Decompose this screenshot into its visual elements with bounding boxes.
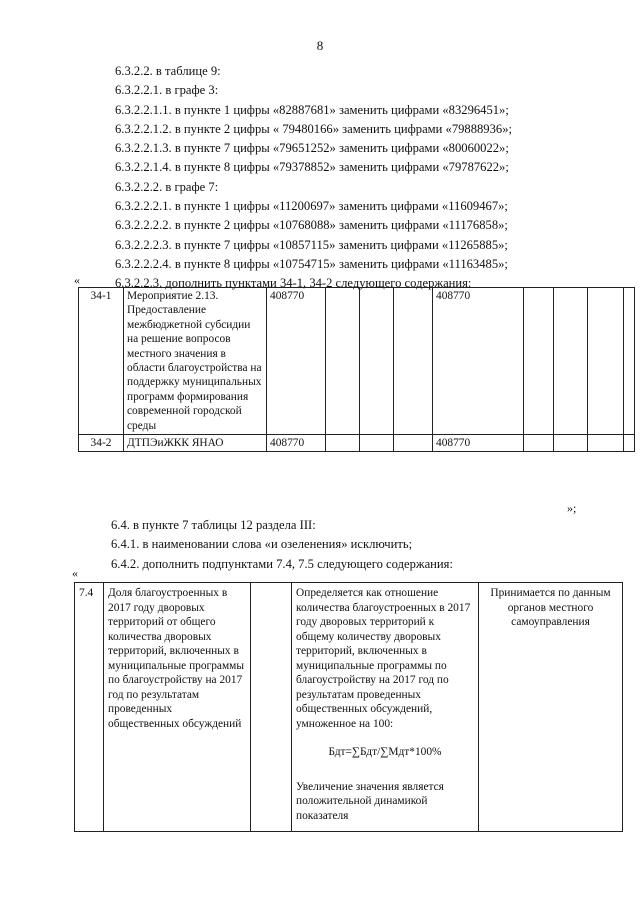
amendments-top — [115, 62, 512, 294]
indicator-name: Доля благоустроенных в 2017 году дворовых территорий от общего количества дворовых территорий, включенных в муниципальные программы по благоустройству на 2017 год по результатам проведенных общественных обсуждений — [104, 583, 251, 832]
amendments-mid — [111, 516, 453, 574]
table-12-addition — [74, 582, 623, 832]
row-number: 34-2 — [79, 435, 124, 452]
row-col3-value: 408770 — [267, 288, 326, 435]
row-name: Мероприятие 2.13. Предоставление межбюджетной субсидии на решение вопросов местного значения в области благоустройства на поддержку муниципальных программ формирования современной городской среды — [124, 288, 267, 435]
amendment-line: 6.4.2. дополнить подпунктами 7.4, 7.5 следующего содержания: — [111, 556, 453, 571]
data-source: Принимается по данным органов местного самоуправления — [479, 583, 623, 832]
amendment-line: 6.3.2.2.2.1. в пункте 1 цифры «11200697» заменить цифрами «11609467»; — [115, 199, 508, 214]
row-name: ДТПЭиЖКК ЯНАО — [124, 435, 267, 452]
amendment-line: 6.4.1. в наименовании слова «и озеленения» исключить; — [111, 537, 413, 552]
table-row — [75, 583, 623, 832]
amendment-line: 6.3.2.2.1. в графе 3: — [115, 83, 219, 98]
calculation-method — [292, 583, 479, 832]
amendment-line: 6.3.2.2.2.4. в пункте 8 цифры «10754715» заменить цифрами «11163485»; — [115, 256, 508, 271]
amendment-line: 6.3.2.2.2. в графе 7: — [115, 179, 219, 194]
table-row — [79, 435, 635, 452]
row-col7-value: 408770 — [433, 435, 524, 452]
amendment-line: 6.3.2.2. в таблице 9: — [115, 64, 221, 78]
open-quote-1: « — [74, 273, 80, 287]
amendment-line: 6.3.2.2.1.4. в пункте 8 цифры «79378852» заменить цифрами «79787622»; — [115, 160, 509, 175]
closing-quote-1: »; — [567, 501, 577, 515]
amendment-line: 6.4. в пункте 7 таблицы 12 раздела III: — [111, 518, 316, 532]
amendment-line: 6.3.2.2.2.3. в пункте 7 цифры «10857115» заменить цифрами «11265885»; — [115, 237, 508, 252]
amendment-line: 6.3.2.2.1.1. в пункте 1 цифры «82887681» заменить цифрами «83296451»; — [115, 102, 509, 117]
table-row — [79, 288, 635, 435]
method-note: Увеличение значения является положительной динамикой показателя — [296, 780, 444, 822]
row-number: 7.4 — [75, 583, 104, 832]
amendment-line: 6.3.2.2.3. дополнить пунктами 34-1, 34-2 следующего содержания: — [115, 276, 472, 291]
amendment-line: 6.3.2.2.1.3. в пункте 7 цифры «79651252» заменить цифрами «80060022»; — [115, 141, 509, 156]
row-number: 34-1 — [79, 288, 124, 435]
row-col3-value: 408770 — [267, 435, 326, 452]
page-number: 8 — [316, 38, 324, 53]
amendment-line: 6.3.2.2.1.2. в пункте 2 цифры « 79480166» заменить цифрами «79888936»; — [115, 121, 512, 136]
table-9-addition — [78, 287, 635, 452]
formula: Бдт=∑Бдт/∑Мдт*100% — [328, 746, 442, 758]
amendment-line: 6.3.2.2.2.2. в пункте 2 цифры «10768088» заменить цифрами «11176858»; — [115, 218, 508, 233]
method-text: Определяется как отношение количества благоустроенных в 2017 году дворовых территорий к общему количеству дворовых территорий, включенных в муниципальные программы по благоустройству на 2017 год по результатам проведенных общественных обсуждений, умноженное на 100: — [296, 587, 471, 730]
open-quote-2: « — [72, 566, 78, 580]
row-col7-value: 408770 — [433, 288, 524, 435]
